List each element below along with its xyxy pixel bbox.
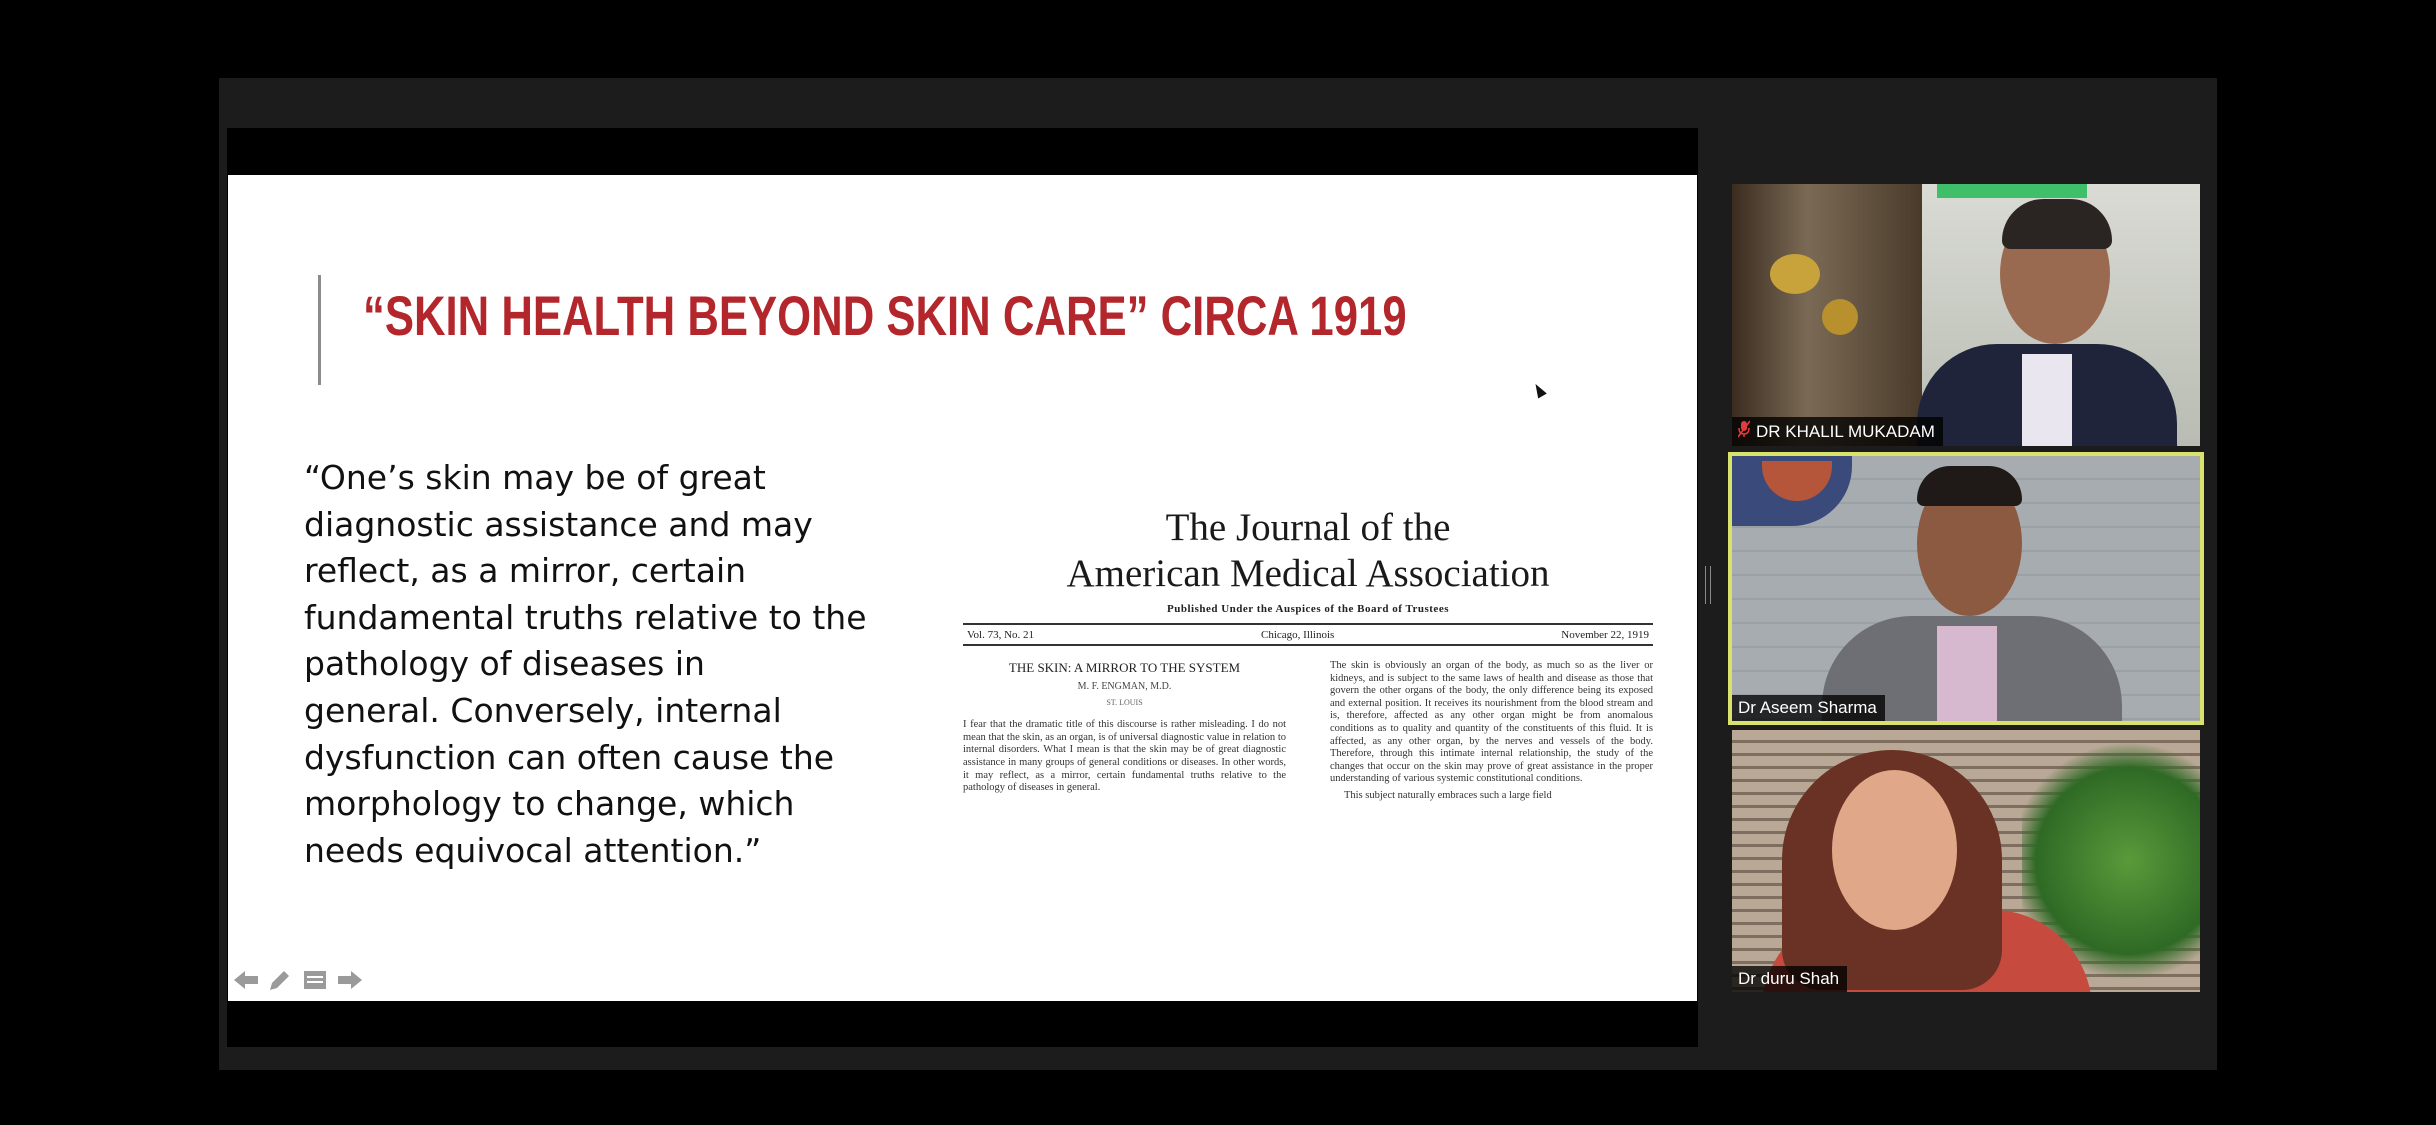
arrow-right-icon[interactable] — [336, 968, 364, 996]
journal-title-line1: The Journal of the — [1165, 506, 1451, 549]
participant-shirt — [2022, 354, 2072, 446]
quote-line: general. Conversely, internal — [304, 690, 782, 730]
background-green-strip — [1937, 184, 2087, 198]
participant-hair — [2002, 199, 2112, 249]
article-affiliation: ST. LOUIS — [1106, 697, 1143, 707]
participant-video-tile[interactable] — [1732, 184, 2200, 446]
journal-subtitle: Published Under the Auspices of the Board of Trustees — [1167, 603, 1449, 615]
mouse-cursor — [1531, 381, 1547, 398]
participant-name: Dr duru Shah — [1738, 969, 1840, 988]
quote-line: morphology to change, which — [304, 784, 795, 824]
participant-name-label — [1732, 417, 1943, 446]
participant-name: Dr Aseem Sharma — [1738, 698, 1877, 717]
quote-line: “One’s skin may be of great — [304, 458, 766, 497]
participant-name: DR KHALIL MUKADAM — [1756, 421, 1935, 441]
title-accent-bar — [318, 275, 321, 385]
participant-name-label — [1732, 966, 1847, 992]
journal-volume: Vol. 73, No. 21 — [967, 629, 1035, 641]
participant-hair — [1917, 466, 2022, 506]
arrow-left-icon[interactable] — [232, 968, 260, 996]
article-left-text: I fear that the dramatic title of this discourse is rather misleading. I do not mean that the skin, as an organ, is of universal diagnostic value in relation to internal disorders. What I mean is that the skin may be of great diagnostic assistance in many groups of general conditions or diseases. In other words, it may reflect, as a mirror, certain fundamental truths relative to the pathology of diseases in general. — [963, 719, 1286, 794]
journal-meta — [963, 629, 1653, 641]
quote-line: reflect, as a mirror, certain — [304, 551, 747, 591]
journal-date: November 22, 1919 — [1561, 629, 1649, 641]
participant-head — [1832, 770, 1957, 930]
participant-video-tile-active[interactable] — [1732, 456, 2200, 721]
quote-line: diagnostic assistance and may — [304, 504, 813, 544]
quote-line: needs equivocal attention.” — [304, 830, 762, 870]
participant-name-label — [1732, 695, 1885, 721]
slide-quote — [304, 455, 894, 874]
article-right-tail: This subject naturally embraces such a large field — [1344, 789, 1552, 801]
trophy-shape — [1770, 254, 1820, 294]
quote-line: pathology of diseases in — [304, 644, 705, 684]
journal-right-column — [1330, 660, 1653, 803]
journal-left-column — [963, 660, 1286, 803]
journal-rule — [963, 623, 1653, 625]
quote-line: fundamental truths relative to the — [304, 597, 867, 637]
participant-video-tile[interactable] — [1732, 730, 2200, 992]
journal-city: Chicago, Illinois — [1261, 629, 1335, 641]
journal-title-line2: American Medical Association — [1066, 552, 1550, 595]
article-title: THE SKIN: A MIRROR TO THE SYSTEM — [1008, 660, 1241, 675]
slide-menu-icon[interactable] — [302, 968, 328, 996]
journal-rule — [963, 644, 1653, 646]
split-divider-handle[interactable] — [1705, 566, 1711, 604]
slide-title: “SKIN HEALTH BEYOND SKIN CARE” CIRCA 1919 — [363, 284, 1407, 347]
presentation-slide — [228, 175, 1697, 1001]
article-right-text: The skin is obviously an organ of the body, as much so as the liver or kidneys, and is subject to the same laws of health and disease as those that govern the other organs of the body, the only difference being its exposed and external position. It receives its nourishment from the blood stream and is, therefore, affected as any other organ might be from anomalous conditions as to quality and quantity of the constituents of this fluid. It is affected, as any other organ, by the nerves and vessels of the body. Therefore, through this intimate internal relationship, the study of the changes that occur on the skin may prove of great assistance in the proper understanding of various systemic constitutional conditions. — [1330, 660, 1653, 785]
journal-excerpt-image — [963, 505, 1653, 895]
trophy-shape — [1822, 299, 1858, 335]
slide-nav-controls — [230, 968, 370, 998]
quote-line: dysfunction can often cause the — [304, 737, 835, 777]
mic-muted-icon — [1738, 420, 1750, 443]
participant-shirt — [1937, 626, 1997, 721]
pen-icon[interactable] — [266, 968, 292, 998]
journal-columns — [963, 660, 1653, 803]
article-author: M. F. ENGMAN, M.D. — [1077, 681, 1172, 692]
